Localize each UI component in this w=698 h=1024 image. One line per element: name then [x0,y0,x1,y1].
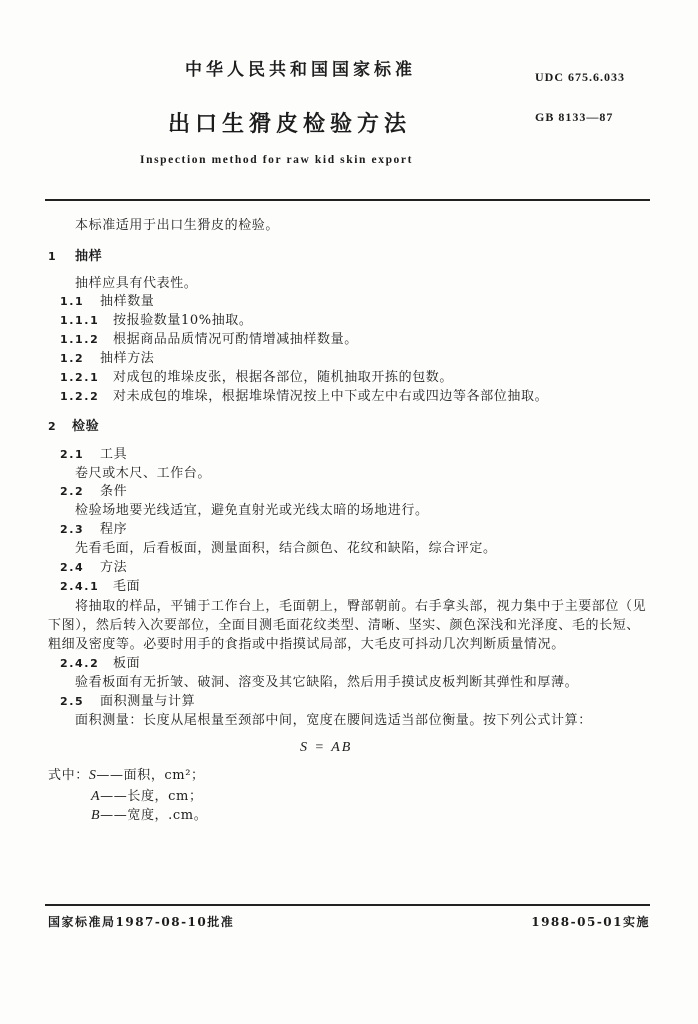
clause-2-1-text: 卷尺或木尺、工作台。 [75,466,212,481]
clause-2-4-1-number: 2.4.1 [60,580,100,593]
formula-term-row [91,807,207,825]
clause-2-4-title: 方法 [100,560,128,575]
where-label: 式中： [48,768,89,783]
term-description: ——宽度，.cm。 [100,808,208,823]
approval-date: 国家标准局1987-08-10批准 [48,915,235,929]
clause-2-3-title: 程序 [100,522,128,537]
formula-term-row [91,788,203,806]
clause-1-2-2-number: 1.2.2 [60,390,100,403]
clause-2-4-1-title: 毛面 [113,579,141,594]
header-rule [45,199,650,201]
term-symbol: S [88,768,97,783]
clause-2-2-text: 检验场地要光线适宜，避免直射光或光线太暗的场地进行。 [75,503,429,518]
clause-2-3-number: 2.3 [60,523,85,536]
term-symbol: B [91,808,101,823]
clause-2-2-title: 条件 [100,484,128,499]
clause-1-1-1-text: 按报验数量10%抽取。 [113,313,253,328]
clause-2-title: 检验 [72,419,100,434]
clause-2-4-2-title: 板面 [113,656,141,671]
clause-2-4-2-text: 验看板面有无折皱、破洞、溶变及其它缺陷，然后用手摸试皮板判断其弹性和厚薄。 [75,675,579,690]
term-description: ——长度，cm； [100,789,203,804]
clause-2-4-number: 2.4 [60,561,85,574]
clause-2-1-number: 2.1 [60,448,85,461]
clause-2-2-number: 2.2 [60,485,85,498]
clause-1-2-number: 1.2 [60,352,85,365]
clause-1-2-title: 抽样方法 [100,351,155,366]
scope-text: 本标准适用于出口生猾皮的检验。 [75,218,280,233]
clause-2-4-1-line: 下图），然后转入次要部位，全面目测毛面花纹类型、清晰、坚实、颜色深浅和光泽度、毛的长短、 [48,618,640,633]
clause-1-text: 抽样应具有代表性。 [75,276,198,291]
clause-1-1-number: 1.1 [60,295,85,308]
clause-1-1-1-number: 1.1.1 [60,314,100,327]
clause-2-3-text: 先看毛面，后看板面，测量面积，结合颜色、花纹和缺陷，综合评定。 [75,541,497,556]
clause-1-1-2-text: 根据商品品质情况可酌情增减抽样数量。 [113,332,358,347]
clause-1-1-title: 抽样数量 [100,294,155,309]
clause-1-title: 抽样 [75,249,103,264]
term-description: ——面积，cm²； [96,768,205,783]
clause-1-number: 1 [48,250,58,263]
clause-1-2-2-text: 对未成包的堆垛，根据堆垛情况按上中下或左中右或四边等各部位抽取。 [113,389,549,404]
document-title-english: Inspection method for raw kid skin export [140,154,414,166]
clause-1-1-2-number: 1.1.2 [60,333,100,346]
standard-number: GB 8133—87 [535,110,614,124]
clause-2-4-2-number: 2.4.2 [60,657,100,670]
term-symbol: A [91,789,101,804]
clause-2-number: 2 [48,420,58,433]
clause-1-2-1-text: 对成包的堆垛皮张，根据各部位，随机抽取开拣的包数。 [113,370,454,385]
clause-2-5-title: 面积测量与计算 [100,694,196,709]
udc-code: UDC 675.6.033 [535,70,625,84]
issuing-body: 中华人民共和国国家标准 [185,60,416,80]
formula-term-row [48,767,205,785]
clause-1-2-1-number: 1.2.1 [60,371,100,384]
area-formula: S = AB [300,740,353,755]
document-title: 出口生猾皮检验方法 [168,111,412,137]
clause-2-5-number: 2.5 [60,695,85,708]
effective-date: 1988-05-01实施 [531,915,650,929]
clause-2-5-text: 面积测量：长度从尾根量至颈部中间，宽度在腰间选适当部位衡量。按下列公式计算： [75,713,592,728]
clause-2-4-1-line: 将抽取的样品，平铺于工作台上，毛面朝上，臀部朝前。右手拿头部，视力集中于主要部位（见 [75,599,647,614]
clause-2-1-title: 工具 [100,447,128,462]
footer-rule [45,904,650,906]
clause-2-4-1-line: 粗细及密度等。必要时用手的食指或中指摸试局部，大毛皮可抖动几次判断质量情况。 [48,637,565,652]
